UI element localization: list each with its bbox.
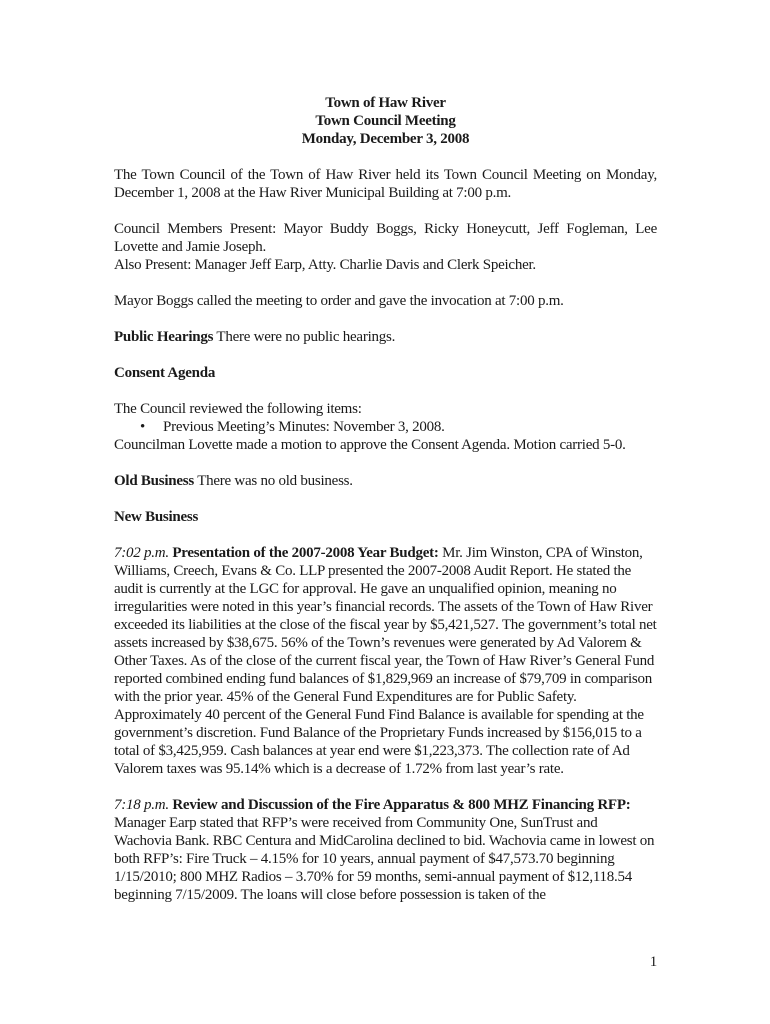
old-business-text: There was no old business. bbox=[193, 473, 353, 489]
budget-presentation-title: Presentation of the 2007-2008 Year Budget: bbox=[168, 545, 439, 561]
public-hearings-heading: Public Hearings bbox=[114, 329, 214, 345]
bullet-icon: • bbox=[140, 419, 146, 435]
consent-agenda-heading: Consent Agenda bbox=[114, 365, 216, 381]
old-business-heading: Old Business bbox=[114, 473, 194, 489]
fire-apparatus-rfp-body: Manager Earp stated that RFP’s were received from Community One, SunTrust and Wachovia Bank. RBC Centura and MidCarolina declined to bid. Wachovia came in lowest on both RFP’s: Fire Truck – 4.15% for 10 years, annual payment of $47,573.70 beginning 1/15/2010; 800 MHZ Radios – 3.70% for 59 months, semi-annual payment of $12,118.54 beginning 7/15/2009. The loans will close before possession is taken of the bbox=[114, 815, 655, 903]
consent-agenda-motion: Councilman Lovette made a motion to approve the Consent Agenda. Motion carried 5-0. bbox=[114, 437, 626, 453]
consent-agenda-intro: The Council reviewed the following items: bbox=[114, 401, 362, 417]
public-hearings-paragraph bbox=[114, 328, 657, 346]
title-line-meeting: Town Council Meeting bbox=[315, 113, 456, 129]
also-present-text: Also Present: Manager Jeff Earp, Atty. Charlie Davis and Clerk Speicher. bbox=[114, 257, 536, 273]
budget-presentation-body: Mr. Jim Winston, CPA of Winston, Williams, Creech, Evans & Co. LLP presented the 2007-2008 Audit Report. He stated the audit is currently at the LGC for approval. He gave an unqualified opinion, meaning no irregularities were noted in this year’s financial records. The assets of the Town of Haw River exceeded its liabilities at the close of the fiscal year by $5,421,527. The government’s total net assets increased by $38,675. 56% of the Town’s revenues were generated by Ad Valorem & Other Taxes. As of the close of the current fiscal year, the Town of Haw River’s General Fund reported combined ending fund balances of $1,829,969 an increase of $79,709 in comparison with the prior year. 45% of the General Fund Expenditures are for Public Safety. Approximately 40 percent of the General Fund Find Balance is available for spending at the government’s discretion. Fund Balance of the Proprietary Funds increased by $156,015 to a total of $3,425,959. Cash balances at year end were $1,223,373. The collection rate of Ad Valorem taxes was 95.14% which is a decrease of 1.72% from last year’s rate. bbox=[114, 545, 657, 777]
fire-apparatus-rfp-time: 7:18 p.m. bbox=[114, 797, 169, 813]
consent-agenda-body bbox=[114, 400, 657, 454]
budget-presentation-paragraph bbox=[114, 544, 657, 778]
old-business-paragraph bbox=[114, 472, 657, 490]
fire-apparatus-rfp-paragraph bbox=[114, 796, 657, 904]
document-content bbox=[114, 94, 657, 904]
document-title bbox=[114, 94, 657, 148]
consent-agenda-item-text: Previous Meeting’s Minutes: November 3, 2008. bbox=[163, 419, 445, 435]
fire-apparatus-rfp-title: Review and Discussion of the Fire Apparatus & 800 MHZ Financing RFP: bbox=[168, 797, 631, 813]
public-hearings-text: There were no public hearings. bbox=[213, 329, 396, 345]
new-business-heading: New Business bbox=[114, 509, 199, 525]
title-line-date: Monday, December 3, 2008 bbox=[301, 131, 470, 147]
budget-presentation-time: 7:02 p.m. bbox=[114, 545, 169, 561]
call-to-order-paragraph: Mayor Boggs called the meeting to order and gave the invocation at 7:00 p.m. bbox=[114, 293, 564, 309]
attendance-paragraph bbox=[114, 220, 657, 274]
council-members-present-text: Council Members Present: Mayor Buddy Boggs, Ricky Honeycutt, Jeff Fogleman, Lee Lovette and Jamie Joseph. bbox=[114, 221, 657, 255]
intro-paragraph: The Town Council of the Town of Haw River held its Town Council Meeting on Monday, December 1, 2008 at the Haw River Municipal Building at 7:00 p.m. bbox=[114, 167, 657, 201]
title-line-organization: Town of Haw River bbox=[325, 95, 446, 111]
page-number: 1 bbox=[649, 954, 657, 970]
consent-agenda-list-item bbox=[114, 418, 657, 436]
